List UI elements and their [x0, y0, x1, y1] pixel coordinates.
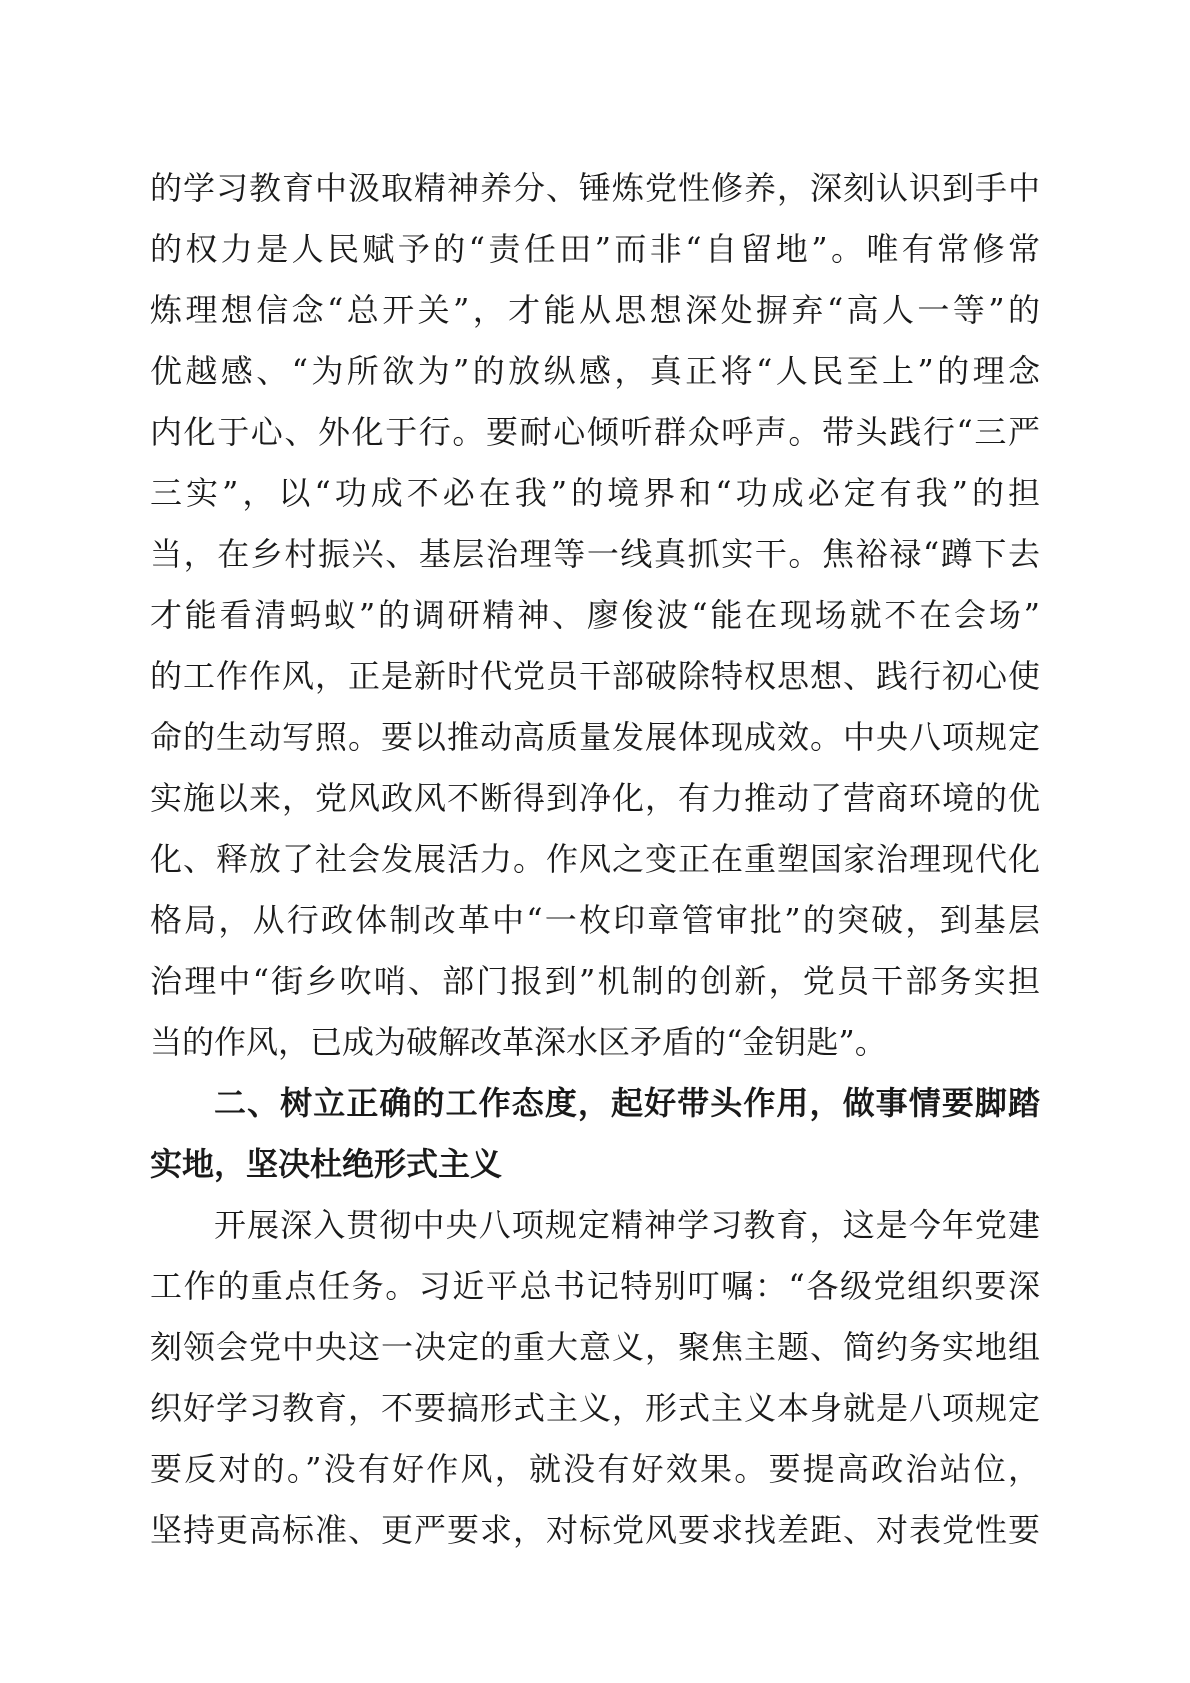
- text-line: 开展深入贯彻中央八项规定精神学习教育，这是今年党建: [214, 1206, 1040, 1244]
- text-line: 命的生动写照。要以推动高质量发展体现成效。中央八项规定: [150, 718, 1040, 756]
- text-line: 才能看清蚂蚁”的调研精神、廖俊波“能在现场就不在会场”: [150, 596, 1040, 634]
- text-line: 的学习教育中汲取精神养分、锤炼党性修养，深刻认识到手中: [150, 169, 1040, 207]
- text-line: 治理中“街乡吹哨、部门报到”机制的创新，党员干部务实担: [150, 962, 1040, 1000]
- heading-line: 实地，坚决杜绝形式主义: [150, 1145, 503, 1183]
- text-line: 优越感、“为所欲为”的放纵感，真正将“人民至上”的理念: [150, 352, 1040, 390]
- text-line: 坚持更高标准、更严要求，对标党风要求找差距、对表党性要: [150, 1511, 1040, 1549]
- text-line: 当，在乡村振兴、基层治理等一线真抓实干。焦裕禄“蹲下去: [150, 535, 1040, 573]
- text-line: 化、释放了社会发展活力。作风之变正在重塑国家治理现代化: [150, 840, 1040, 878]
- text-line: 炼理想信念“总开关”，才能从思想深处摒弃“高人一等”的: [150, 291, 1040, 329]
- text-line: 的权力是人民赋予的“责任田”而非“自留地”。唯有常修常: [150, 230, 1040, 268]
- text-line: 织好学习教育，不要搞形式主义，形式主义本身就是八项规定: [150, 1389, 1040, 1427]
- text-line: 要反对的。”没有好作风，就没有好效果。要提高政治站位，: [150, 1450, 1040, 1488]
- text-line: 当的作风，已成为破解改革深水区矛盾的“金钥匙”。: [150, 1023, 887, 1061]
- text-line: 刻领会党中央这一决定的重大意义，聚焦主题、简约务实地组: [150, 1328, 1040, 1366]
- text-line: 三实”，以“功成不必在我”的境界和“功成必定有我”的担: [150, 474, 1040, 512]
- text-line: 内化于心、外化于行。要耐心倾听群众呼声。带头践行“三严: [150, 413, 1040, 451]
- heading-line: 二、树立正确的工作态度，起好带头作用，做事情要脚踏: [214, 1084, 1040, 1122]
- text-line: 的工作作风，正是新时代党员干部破除特权思想、践行初心使: [150, 657, 1040, 695]
- text-line: 实施以来，党风政风不断得到净化，有力推动了营商环境的优: [150, 779, 1040, 817]
- text-line: 工作的重点任务。习近平总书记特别叮嘱：“各级党组织要深: [150, 1267, 1040, 1305]
- text-line: 格局，从行政体制改革中“一枚印章管审批”的突破，到基层: [150, 901, 1040, 939]
